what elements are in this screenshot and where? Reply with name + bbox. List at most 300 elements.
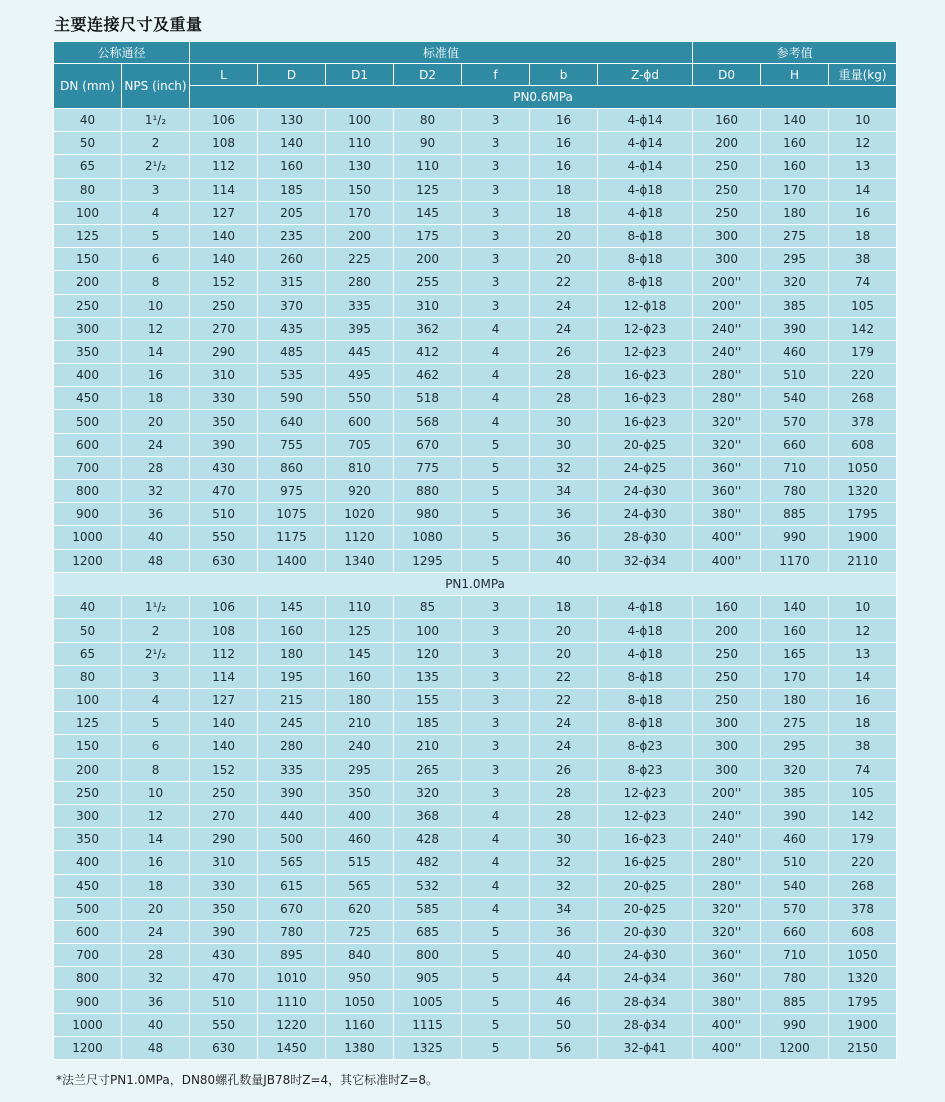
- table-cell: 565: [258, 851, 326, 874]
- table-row: [54, 990, 897, 1013]
- table-cell: 360'': [693, 967, 761, 990]
- table-cell: 18: [122, 874, 190, 897]
- table-cell: 3: [462, 224, 530, 247]
- table-cell: 180: [326, 689, 394, 712]
- table-cell: 390: [190, 920, 258, 943]
- table-cell: 80: [54, 178, 122, 201]
- table-cell: 550: [190, 1013, 258, 1036]
- table-cell: 320: [761, 271, 829, 294]
- header-weight: 重量(kg): [829, 64, 897, 86]
- table-cell: 710: [761, 944, 829, 967]
- table-row: [54, 132, 897, 155]
- table-cell: 4-ϕ18: [598, 619, 693, 642]
- table-cell: 32: [122, 480, 190, 503]
- table-cell: 16: [122, 851, 190, 874]
- table-cell: 38: [829, 735, 897, 758]
- table-cell: 400'': [693, 526, 761, 549]
- table-cell: 24: [530, 735, 598, 758]
- table-cell: 20-ϕ25: [598, 433, 693, 456]
- table-cell: 100: [54, 201, 122, 224]
- table-cell: 590: [258, 387, 326, 410]
- table-cell: 250: [693, 665, 761, 688]
- table-cell: 14: [122, 828, 190, 851]
- table-cell: 110: [326, 132, 394, 155]
- table-cell: 24-ϕ30: [598, 503, 693, 526]
- table-cell: 335: [258, 758, 326, 781]
- table-cell: 160: [693, 109, 761, 132]
- table-cell: 5: [462, 967, 530, 990]
- table-cell: 185: [258, 178, 326, 201]
- table-row: [54, 526, 897, 549]
- table-cell: 127: [190, 201, 258, 224]
- table-cell: 310: [190, 364, 258, 387]
- table-cell: 74: [829, 758, 897, 781]
- table-cell: 1200: [761, 1036, 829, 1059]
- table-cell: 3: [462, 619, 530, 642]
- table-cell: 32: [530, 874, 598, 897]
- table-row: [54, 410, 897, 433]
- table-cell: 290: [190, 340, 258, 363]
- table-cell: 2: [122, 619, 190, 642]
- table-cell: 50: [54, 132, 122, 155]
- table-cell: 450: [54, 387, 122, 410]
- table-cell: 170: [761, 178, 829, 201]
- table-cell: 28-ϕ34: [598, 1013, 693, 1036]
- table-row: [54, 689, 897, 712]
- table-cell: 24-ϕ25: [598, 456, 693, 479]
- table-cell: 1¹/₂: [122, 109, 190, 132]
- table-cell: 975: [258, 480, 326, 503]
- table-cell: 250: [54, 781, 122, 804]
- table-cell: 380'': [693, 990, 761, 1013]
- table-cell: 510: [190, 503, 258, 526]
- table-cell: 245: [258, 712, 326, 735]
- table-cell: 28: [530, 804, 598, 827]
- table-cell: 10: [829, 596, 897, 619]
- table-cell: 10: [122, 294, 190, 317]
- table-cell: 160: [761, 155, 829, 178]
- table-cell: 510: [761, 364, 829, 387]
- table-cell: 445: [326, 340, 394, 363]
- table-cell: 28: [530, 781, 598, 804]
- table-cell: 775: [394, 456, 462, 479]
- table-cell: 360'': [693, 480, 761, 503]
- table-cell: 142: [829, 804, 897, 827]
- table-cell: 1120: [326, 526, 394, 549]
- table-row: [54, 201, 897, 224]
- table-cell: 110: [394, 155, 462, 178]
- table-cell: 210: [326, 712, 394, 735]
- table-cell: 1075: [258, 503, 326, 526]
- table-cell: 385: [761, 781, 829, 804]
- table-cell: 80: [394, 109, 462, 132]
- table-cell: 1320: [829, 967, 897, 990]
- table-cell: 670: [258, 897, 326, 920]
- table-cell: 755: [258, 433, 326, 456]
- header-nps: NPS (inch): [122, 64, 190, 109]
- table-cell: 435: [258, 317, 326, 340]
- table-cell: 32-ϕ41: [598, 1036, 693, 1059]
- table-cell: 240'': [693, 804, 761, 827]
- table-cell: 1005: [394, 990, 462, 1013]
- table-cell: 12: [122, 317, 190, 340]
- table-cell: 200: [394, 248, 462, 271]
- table-row: [54, 433, 897, 456]
- table-cell: 8-ϕ23: [598, 758, 693, 781]
- table-cell: 4-ϕ14: [598, 155, 693, 178]
- table-cell: 2110: [829, 549, 897, 572]
- table-cell: 22: [530, 689, 598, 712]
- table-cell: 210: [394, 735, 462, 758]
- table-cell: 780: [761, 967, 829, 990]
- table-cell: 16: [829, 201, 897, 224]
- table-row: [54, 851, 897, 874]
- table-cell: 395: [326, 317, 394, 340]
- table-cell: 18: [530, 596, 598, 619]
- table-cell: 3: [462, 271, 530, 294]
- table-cell: 125: [54, 224, 122, 247]
- table-cell: 106: [190, 596, 258, 619]
- table-cell: 240'': [693, 340, 761, 363]
- table-cell: 30: [530, 828, 598, 851]
- table-cell: 4: [462, 828, 530, 851]
- table-cell: 550: [326, 387, 394, 410]
- table-cell: 46: [530, 990, 598, 1013]
- table-cell: 4-ϕ18: [598, 178, 693, 201]
- table-cell: 608: [829, 433, 897, 456]
- table-row: [54, 944, 897, 967]
- table-cell: 140: [190, 248, 258, 271]
- table-row: [54, 781, 897, 804]
- table-row: [54, 735, 897, 758]
- table-cell: 500: [54, 897, 122, 920]
- table-cell: 170: [326, 201, 394, 224]
- table-cell: 900: [54, 990, 122, 1013]
- table-cell: 885: [761, 503, 829, 526]
- table-cell: 20: [530, 642, 598, 665]
- table-cell: 160: [761, 619, 829, 642]
- table-cell: 145: [258, 596, 326, 619]
- header-d2: D2: [394, 64, 462, 86]
- table-cell: 145: [326, 642, 394, 665]
- table-cell: 28: [530, 364, 598, 387]
- table-cell: 100: [326, 109, 394, 132]
- table-cell: 4: [462, 387, 530, 410]
- table-cell: 32-ϕ34: [598, 549, 693, 572]
- table-cell: 6: [122, 248, 190, 271]
- table-cell: 36: [530, 526, 598, 549]
- table-cell: 152: [190, 271, 258, 294]
- table-cell: 150: [54, 248, 122, 271]
- table-cell: 630: [190, 1036, 258, 1059]
- table-cell: 160: [258, 619, 326, 642]
- table-cell: 1175: [258, 526, 326, 549]
- table-cell: 315: [258, 271, 326, 294]
- header-f: f: [462, 64, 530, 86]
- table-cell: 16-ϕ23: [598, 364, 693, 387]
- table-cell: 3: [462, 665, 530, 688]
- table-cell: 268: [829, 387, 897, 410]
- table-cell: 20: [530, 619, 598, 642]
- table-cell: 5: [462, 456, 530, 479]
- table-cell: 26: [530, 758, 598, 781]
- table-cell: 125: [394, 178, 462, 201]
- table-cell: 1380: [326, 1036, 394, 1059]
- table-row: [54, 828, 897, 851]
- table-cell: 905: [394, 967, 462, 990]
- table-cell: 34: [530, 480, 598, 503]
- table-cell: 1340: [326, 549, 394, 572]
- table-cell: 3: [122, 178, 190, 201]
- table-cell: 350: [190, 897, 258, 920]
- table-cell: 114: [190, 665, 258, 688]
- table-cell: 12-ϕ23: [598, 340, 693, 363]
- table-cell: 500: [258, 828, 326, 851]
- table-cell: 3: [462, 735, 530, 758]
- table-row: [54, 503, 897, 526]
- table-cell: 250: [190, 781, 258, 804]
- table-cell: 300: [693, 712, 761, 735]
- table-cell: 990: [761, 1013, 829, 1036]
- table-cell: 800: [54, 480, 122, 503]
- table-cell: 3: [462, 781, 530, 804]
- table-cell: 12: [829, 619, 897, 642]
- table-cell: 482: [394, 851, 462, 874]
- table-cell: 840: [326, 944, 394, 967]
- table-cell: 2¹/₂: [122, 155, 190, 178]
- table-cell: 90: [394, 132, 462, 155]
- table-cell: 12-ϕ23: [598, 317, 693, 340]
- table-cell: 250: [693, 178, 761, 201]
- table-cell: 1200: [54, 549, 122, 572]
- table-cell: 495: [326, 364, 394, 387]
- table-cell: 2¹/₂: [122, 642, 190, 665]
- table-cell: 205: [258, 201, 326, 224]
- table-cell: 320'': [693, 433, 761, 456]
- table-cell: 40: [122, 1013, 190, 1036]
- table-cell: 65: [54, 155, 122, 178]
- table-cell: 200'': [693, 781, 761, 804]
- table-cell: 600: [326, 410, 394, 433]
- table-cell: 570: [761, 897, 829, 920]
- table-cell: 36: [122, 990, 190, 1013]
- table-cell: 155: [394, 689, 462, 712]
- table-cell: 390: [761, 317, 829, 340]
- table-cell: 535: [258, 364, 326, 387]
- table-cell: 310: [394, 294, 462, 317]
- table-cell: 570: [761, 410, 829, 433]
- table-cell: 295: [326, 758, 394, 781]
- table-cell: 640: [258, 410, 326, 433]
- table-cell: 16-ϕ23: [598, 387, 693, 410]
- table-cell: 10: [122, 781, 190, 804]
- table-cell: 275: [761, 224, 829, 247]
- table-cell: 215: [258, 689, 326, 712]
- table-cell: 220: [829, 364, 897, 387]
- table-cell: 180: [761, 689, 829, 712]
- table-cell: 180: [258, 642, 326, 665]
- table-row: [54, 480, 897, 503]
- table-cell: 24: [122, 920, 190, 943]
- table-cell: 50: [530, 1013, 598, 1036]
- table-cell: 250: [54, 294, 122, 317]
- table-cell: 4: [122, 201, 190, 224]
- table-cell: 5: [462, 1036, 530, 1059]
- table-cell: 4-ϕ14: [598, 132, 693, 155]
- table-cell: 5: [122, 224, 190, 247]
- table-cell: 4-ϕ18: [598, 201, 693, 224]
- table-cell: 320'': [693, 897, 761, 920]
- table-cell: 106: [190, 109, 258, 132]
- table-cell: 1295: [394, 549, 462, 572]
- table-cell: 16: [530, 155, 598, 178]
- table-cell: 378: [829, 897, 897, 920]
- table-cell: 1900: [829, 1013, 897, 1036]
- table-cell: 670: [394, 433, 462, 456]
- table-cell: 350: [54, 340, 122, 363]
- table-cell: 900: [54, 503, 122, 526]
- table-cell: 32: [122, 967, 190, 990]
- table-cell: 5: [462, 944, 530, 967]
- table-cell: 36: [530, 503, 598, 526]
- table-cell: 1115: [394, 1013, 462, 1036]
- table-cell: 385: [761, 294, 829, 317]
- table-cell: 145: [394, 201, 462, 224]
- table-cell: 235: [258, 224, 326, 247]
- table-cell: 48: [122, 549, 190, 572]
- table-cell: 140: [190, 735, 258, 758]
- table-cell: 8-ϕ23: [598, 735, 693, 758]
- table-cell: 1050: [829, 456, 897, 479]
- table-cell: 5: [462, 526, 530, 549]
- table-cell: 16-ϕ25: [598, 851, 693, 874]
- table-cell: 295: [761, 735, 829, 758]
- table-cell: 8: [122, 271, 190, 294]
- table-cell: 3: [462, 758, 530, 781]
- table-row: [54, 271, 897, 294]
- table-cell: 880: [394, 480, 462, 503]
- table-cell: 280'': [693, 851, 761, 874]
- table-cell: 400: [326, 804, 394, 827]
- table-row: [54, 549, 897, 572]
- table-cell: 34: [530, 897, 598, 920]
- header-reference-values: 参考值: [693, 42, 897, 64]
- table-cell: 550: [190, 526, 258, 549]
- table-cell: 28: [122, 456, 190, 479]
- table-cell: 362: [394, 317, 462, 340]
- table-cell: 250: [693, 642, 761, 665]
- table-cell: 460: [761, 340, 829, 363]
- table-cell: 700: [54, 456, 122, 479]
- table-cell: 30: [530, 410, 598, 433]
- table-cell: 400'': [693, 549, 761, 572]
- table-cell: 30: [530, 433, 598, 456]
- table-cell: 540: [761, 874, 829, 897]
- table-cell: 705: [326, 433, 394, 456]
- table-cell: 335: [326, 294, 394, 317]
- table-cell: 160: [693, 596, 761, 619]
- table-cell: 165: [761, 642, 829, 665]
- table-cell: 18: [530, 201, 598, 224]
- table-cell: 430: [190, 944, 258, 967]
- table-cell: 112: [190, 642, 258, 665]
- table-cell: 152: [190, 758, 258, 781]
- table-row: [54, 712, 897, 735]
- table-row: [54, 619, 897, 642]
- table-cell: 114: [190, 178, 258, 201]
- table-cell: 100: [394, 619, 462, 642]
- table-cell: 40: [122, 526, 190, 549]
- table-cell: 990: [761, 526, 829, 549]
- table-cell: 175: [394, 224, 462, 247]
- table-cell: 290: [190, 828, 258, 851]
- table-cell: 3: [462, 155, 530, 178]
- table-cell: 135: [394, 665, 462, 688]
- table-cell: 160: [258, 155, 326, 178]
- table-cell: 28-ϕ34: [598, 990, 693, 1013]
- table-cell: 16: [122, 364, 190, 387]
- table-cell: 2: [122, 132, 190, 155]
- table-cell: 4: [462, 340, 530, 363]
- table-cell: 16: [530, 109, 598, 132]
- table-cell: 32: [530, 851, 598, 874]
- table-cell: 48: [122, 1036, 190, 1059]
- table-cell: 250: [693, 689, 761, 712]
- table-cell: 3: [462, 201, 530, 224]
- table-cell: 24: [530, 712, 598, 735]
- header-section-pn06: PN0.6MPa: [190, 86, 897, 109]
- table-cell: 390: [190, 433, 258, 456]
- page-title: 主要连接尺寸及重量: [54, 15, 203, 34]
- table-cell: 105: [829, 781, 897, 804]
- table-cell: 185: [394, 712, 462, 735]
- table-cell: 500: [54, 410, 122, 433]
- table-cell: 20: [530, 248, 598, 271]
- table-cell: 3: [462, 248, 530, 271]
- table-cell: 275: [761, 712, 829, 735]
- header-d0: D0: [693, 64, 761, 86]
- table-cell: 710: [761, 456, 829, 479]
- table-cell: 18: [829, 224, 897, 247]
- table-cell: 12: [829, 132, 897, 155]
- table-cell: 14: [122, 340, 190, 363]
- table-cell: 390: [258, 781, 326, 804]
- table-cell: 885: [761, 990, 829, 1013]
- table-cell: 225: [326, 248, 394, 271]
- table-cell: 540: [761, 387, 829, 410]
- table-cell: 195: [258, 665, 326, 688]
- table-cell: 615: [258, 874, 326, 897]
- table-cell: 140: [761, 109, 829, 132]
- table-cell: 400: [54, 364, 122, 387]
- footnote: *法兰尺寸PN1.0MPa，DN80螺孔数量JB78时Z=4，其它标准时Z=8。: [56, 1073, 439, 1087]
- table-cell: 160: [326, 665, 394, 688]
- table-row: [54, 224, 897, 247]
- table-cell: 24: [530, 317, 598, 340]
- header-standard-values: 标准值: [190, 42, 693, 64]
- table-cell: 65: [54, 642, 122, 665]
- table-cell: 440: [258, 804, 326, 827]
- header-nominal-size: 公称通径: [54, 42, 190, 64]
- dimensions-table: [53, 41, 897, 1060]
- table-cell: 10: [829, 109, 897, 132]
- header-h: H: [761, 64, 829, 86]
- table-cell: 38: [829, 248, 897, 271]
- table-cell: 400'': [693, 1036, 761, 1059]
- table-cell: 600: [54, 920, 122, 943]
- table-cell: 16: [829, 689, 897, 712]
- table-cell: 140: [761, 596, 829, 619]
